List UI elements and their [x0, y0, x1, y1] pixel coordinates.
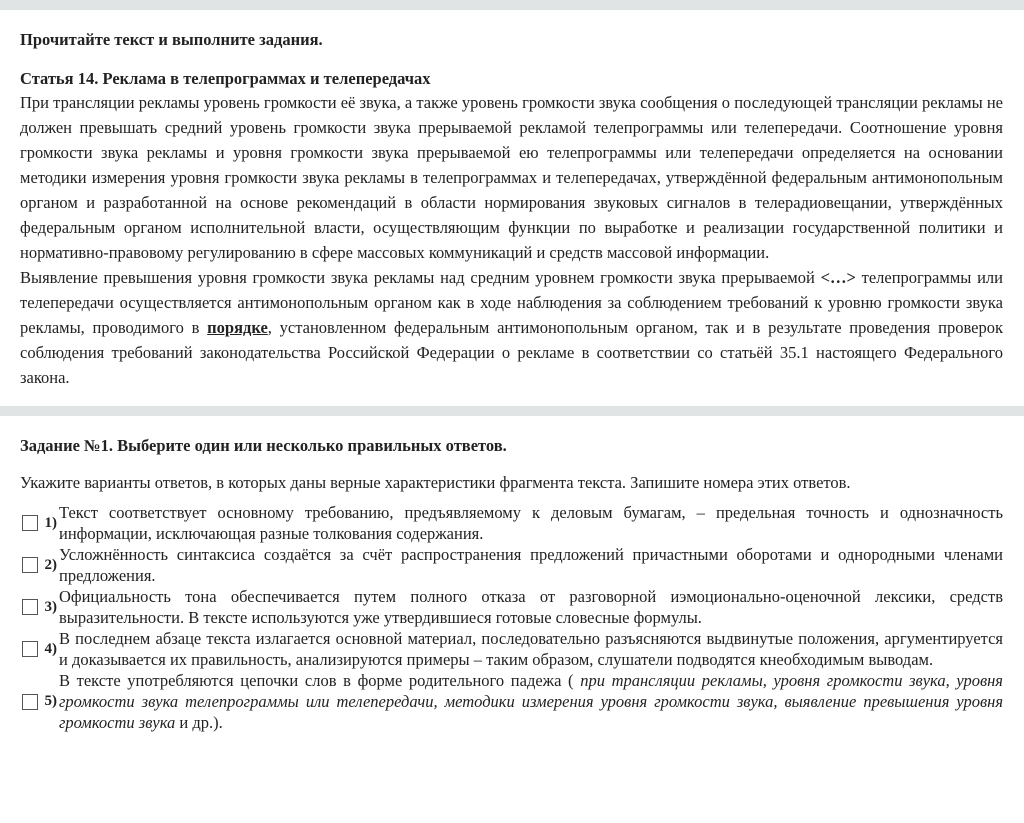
- option-text: В последнем абзаце текста излагается основной материал, последовательно разъясняются выдвинутые положения, аргументируется и доказывается их правильность, анализируются примеры – таким образом, слушатели подводятся кнеобходимым выводам.: [59, 629, 1003, 669]
- top-bar: [0, 0, 1024, 10]
- option-text: Текст соответствует основному требованию, предъявляемому к деловым бумагам, – предельная точность и однозначность информации, исключающая разные толкования содержания.: [59, 503, 1003, 543]
- text: В тексте употребляются цепочки слов в форме родительного падежа (: [59, 671, 581, 690]
- section-divider: [0, 406, 1024, 416]
- option-text: Усложнённость синтаксиса создаётся за счёт распространения предложений причастными оборотами и однородными членами предложения.: [59, 545, 1003, 585]
- option-number: 2): [44, 556, 57, 573]
- option-number: 3): [44, 598, 57, 615]
- option-2[interactable]: [20, 544, 1003, 586]
- task-section: [0, 436, 1024, 733]
- poryadke-link[interactable]: порядке: [207, 318, 268, 337]
- italic-examples: при трансляции рекламы, уровня громкости звука, уровня громкости звука телепрограммы или телепередачи, методики измерения уровня громкости звука, выявление превышения уровня громкости звука: [59, 671, 1003, 732]
- checkbox[interactable]: [22, 515, 38, 531]
- reading-section: [0, 30, 1024, 390]
- text: и др.).: [175, 713, 223, 732]
- task-title: Задание №1. Выберите один или несколько правильных ответов.: [20, 436, 507, 455]
- text: Выявление превышения уровня громкости звука рекламы над средним уровнем громкости звука прерываемой: [20, 268, 821, 287]
- option-1[interactable]: [20, 502, 1003, 544]
- text: телепрограммы или телепередачи осуществляется антимонопольным органом как в ходе наблюдения за соблюдением требований к уровню громкости звука рекламы, проводимого в: [20, 268, 1003, 337]
- article-paragraph-1: При трансляции рекламы уровень громкости её звука, а также уровень громкости звука сообщения о последующей трансляции рекламы не должен превышать средний уровень громкости звука прерываемой рекламой телепрограммы или телепередачи. Соотношение уровня громкости звука рекламы и уровня громкости звука прерываемой ею телепрограммы или телепередачи определяется на основании методики измерения уровня громкости звука рекламы в телепрограммах и телепередачах, утверждённой федеральным антимонопольным органом и разработанной на основе рекомендаций в области нормирования звуковых сигналов в телерадиовещании, утверждённых федеральным органом исполнительной власти, осуществляющим функции по выработке и реализации государственной политики и нормативно-правовому регулированию в сфере массовых коммуникаций и средств массовой информации.: [20, 93, 1003, 262]
- checkbox[interactable]: [22, 557, 38, 573]
- option-number: 4): [44, 640, 57, 657]
- article-title: Статья 14. Реклама в телепрограммах и телепередачах: [20, 69, 431, 88]
- option-number: 1): [44, 514, 57, 531]
- option-5[interactable]: [20, 670, 1003, 733]
- option-3[interactable]: [20, 586, 1003, 628]
- option-text: [59, 670, 1003, 733]
- gap-marker: <…>: [820, 268, 856, 287]
- checkbox[interactable]: [22, 694, 38, 710]
- option-number: 5): [44, 693, 57, 709]
- reading-instruction: Прочитайте текст и выполните задания.: [20, 30, 323, 49]
- checkbox[interactable]: [22, 599, 38, 615]
- option-4[interactable]: [20, 628, 1003, 670]
- article-paragraph-2: [20, 265, 1003, 390]
- task-instruction: Укажите варианты ответов, в которых даны верные характеристики фрагмента текста. Запишите номера этих ответов.: [20, 473, 851, 492]
- checkbox[interactable]: [22, 641, 38, 657]
- option-text: Официальность тона обеспечивается путем полного отказа от разговорной иэмоционально-оценочной лексики, средств выразительности. В тексте используются уже утвердившиеся готовые словесные формулы.: [59, 587, 1003, 627]
- text: , установленном федеральным антимонопольным органом, так и в результате проведения проверок соблюдения требований законодательства Российской Федерации о рекламе в соответствии со статьёй 35.1 настоящего Федерального закона.: [20, 318, 1003, 387]
